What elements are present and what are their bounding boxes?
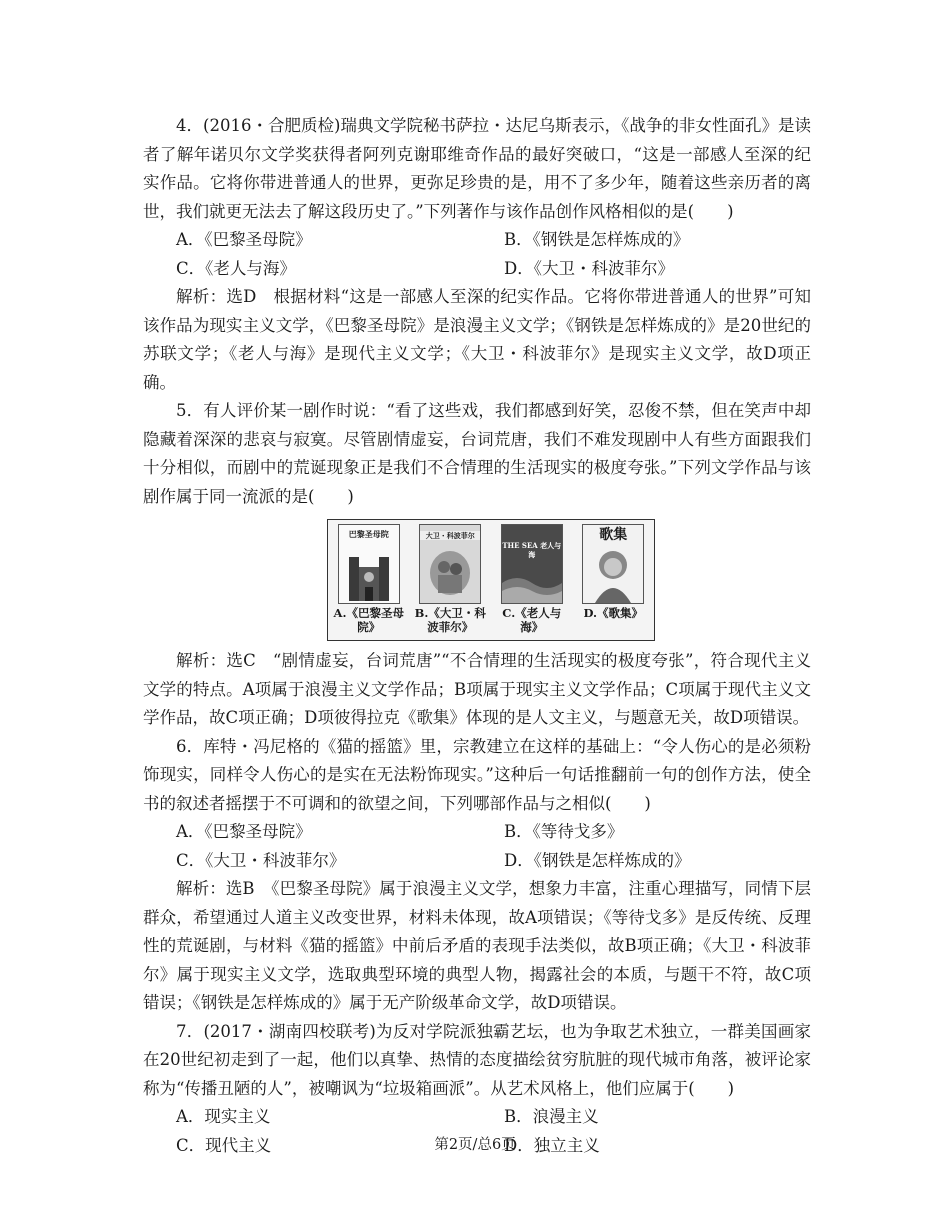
q6-option-a: A．《巴黎圣母院》 [176, 822, 312, 841]
cover-title-a: 巴黎圣母院 [348, 529, 389, 539]
q6-stem: 6．库特・冯尼格的《猫的摇篮》里，宗教建立在这样的基础上：“令人伤心的是必须粉饰现实，同样令人伤心的是实在无法粉饰现实。”这种后一句话推翻前一句的创作方法，使全书的叙述者摇摆于不可调和的欲望之间，下列哪部作品与之相似( ) [143, 736, 811, 813]
q7-option-a: A．现实主义 [176, 1107, 271, 1126]
sea-illustration [502, 563, 562, 603]
caption-c: C.《老人与海》 [502, 606, 562, 634]
q4-options-row-1 [143, 226, 811, 255]
q4-options-row-2 [143, 255, 811, 284]
cover-title-c: THE SEA 老人与海 [502, 541, 562, 559]
q5-stem: 5．有人评价某一剧作时说：“看了这些戏，我们都感到好笑，忍俊不禁，但在笑声中却隐藏着深深的悲哀与寂寞。尽管剧情虚妄，台词荒唐，我们不难发现剧中人有些方面跟我们十分相似，而剧中的荒诞现象正是我们不合情理的生活现实的极度夸张。”下列文学作品与该剧作属于同一流派的是( ) [143, 401, 811, 506]
q6-option-b: B．《等待戈多》 [504, 822, 624, 841]
portrait-illustration [583, 543, 643, 603]
q7-options-row-1 [143, 1103, 811, 1132]
q4-option-d: D．《大卫・科波菲尔》 [504, 258, 674, 278]
book-b [413, 524, 487, 634]
q7-option-c: C．现代主义 [176, 1135, 272, 1155]
book-cover-d [582, 524, 644, 604]
book-cover-a [338, 524, 400, 604]
question-content [143, 112, 811, 1160]
caption-d: D.《歌集》 [583, 606, 644, 620]
q4-analysis: 解析：选D 根据材料“这是一部感人至深的纪实作品。它将你带进普通人的世界”可知该作品为现实主义文学，《巴黎圣母院》是浪漫主义文学；《钢铁是怎样炼成的》是20世纪的苏联文学；《老人与海》是现代主义文学；《大卫・科波菲尔》是现实主义文学，故D项正确。 [143, 287, 811, 392]
q7-option-d: D．独立主义 [504, 1135, 600, 1155]
book-a [332, 524, 406, 634]
cathedral-illustration [339, 543, 399, 603]
q7-stem: 7．(2017・湖南四校联考)为反对学院派独霸艺坛，也为争取艺术独立，一群美国画家在20世纪初走到了一起，他们以真挚、热情的态度描绘贫穷肮脏的现代城市角落，被评论家称为“传播丑陋的人”，被嘲讽为“垃圾箱画派”。从艺术风格上，他们应属于( ) [143, 1021, 811, 1098]
q4-option-b: B．《钢铁是怎样炼成的》 [504, 230, 690, 249]
book-cover-b [419, 524, 481, 604]
q4-stem: 4．(2016・合肥质检)瑞典文学院秘书萨拉・达尼乌斯表示，《战争的非女性面孔》是读者了解年诺贝尔文学奖获得者阿列克谢耶维奇作品的最好突破口，“这是一部感人至深的纪实作品。它将你带进普通人的世界，更弥足珍贵的是，用不了多少年，随着这些亲历者的离世，我们就更无法去了解这段历史了。”下列著作与该作品创作风格相似的是( ) [143, 116, 811, 221]
q6-options-row-2 [143, 847, 811, 876]
cover-title-b: 大卫・科波菲尔 [420, 531, 480, 540]
caption-a: A.《巴黎圣母院》 [333, 606, 404, 634]
q6-options-row-1 [143, 818, 811, 847]
illustration-figures [420, 545, 480, 604]
q6-option-c: C．《大卫・科波菲尔》 [176, 850, 346, 870]
q7-option-b: B．浪漫主义 [504, 1107, 599, 1126]
cover-title-d: 歌集 [599, 527, 628, 543]
q6-analysis: 解析：选B 《巴黎圣母院》属于浪漫主义文学，想象力丰富，注重心理描写，同情下层群众，希望通过人道主义改变世界，材料未体现，故A项错误；《等待戈多》是反传统、反理性的荒诞剧，与材料《猫的摇篮》中前后矛盾的表现手法类似，故B项正确；《大卫・科波菲尔》属于现实主义文学，选取典型环境的典型人物，揭露社会的本质，与题干不符，故C项错误；《钢铁是怎样炼成的》属于无产阶级革命文学，故D项错误。 [143, 879, 811, 1012]
q6-option-d: D．《钢铁是怎样炼成的》 [504, 850, 691, 870]
q4-option-a: A．《巴黎圣母院》 [176, 230, 312, 249]
book-d [576, 524, 650, 620]
caption-b: B.《大卫・科波菲尔》 [414, 606, 486, 634]
book-cover-c [501, 524, 563, 604]
book-c [495, 524, 569, 634]
q4-option-c: C．《老人与海》 [176, 258, 296, 278]
page-number-footer: 第2页/总6页 [434, 1137, 516, 1153]
q5-analysis: 解析：选C “剧情虚妄，台词荒唐”“不合情理的生活现实的极度夸张”，符合现代主义文学的特点。A项属于浪漫主义文学作品；B项属于现实主义文学作品；C项属于现代主义文学作品，故C项正确；D项彼得拉克《歌集》体现的是人文主义，与题意无关，故D项错误。 [143, 651, 811, 727]
book-covers-figure [327, 519, 655, 641]
